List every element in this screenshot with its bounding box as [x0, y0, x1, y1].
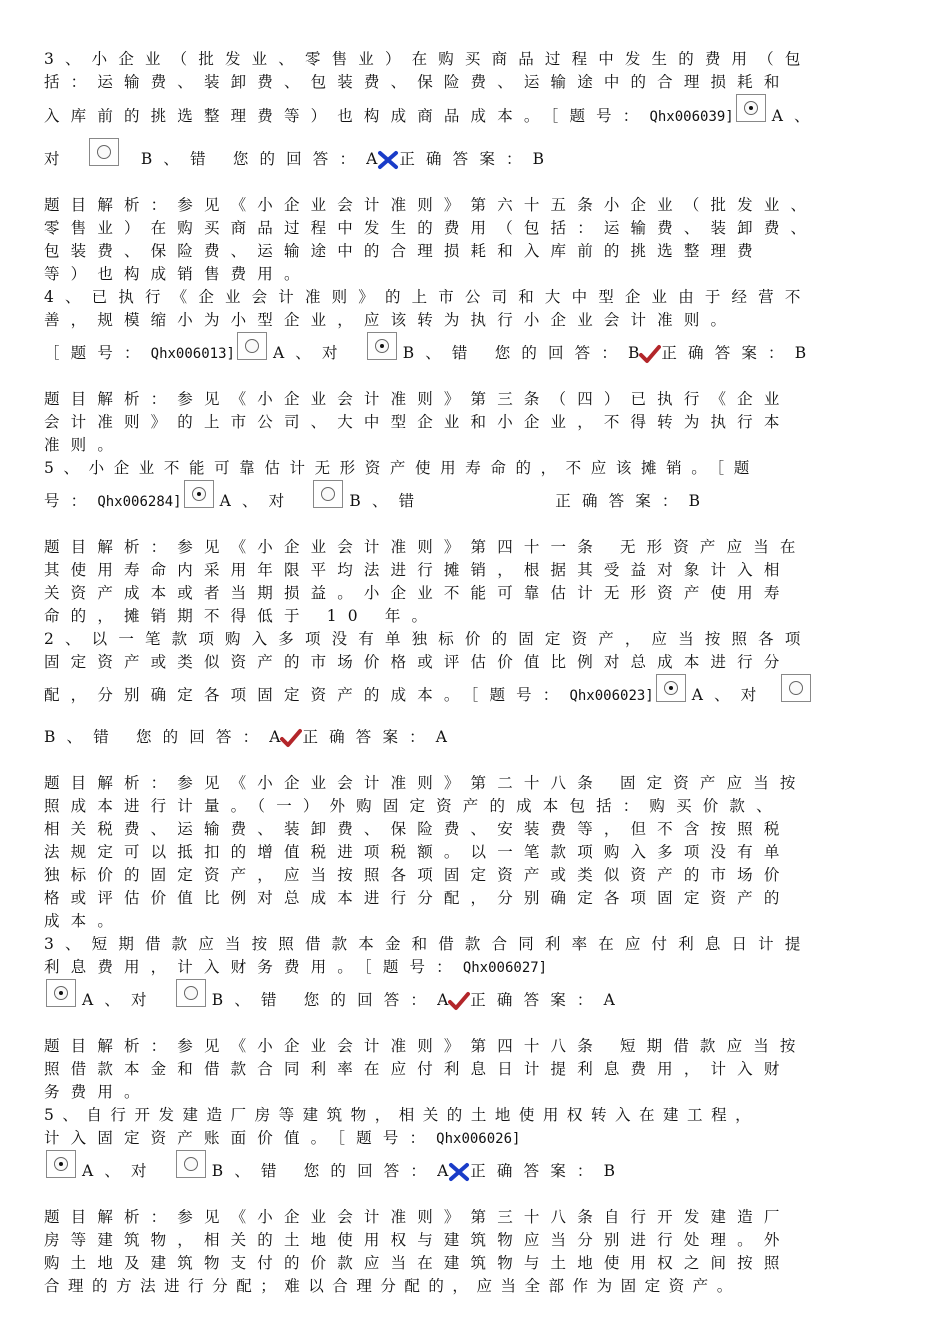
option-a-label: A、 — [771, 107, 821, 125]
your-answer-value: A — [269, 728, 281, 746]
question-text: 固定资产或类似资产的市场价格或评估价值比例对总成本进行分 — [44, 653, 791, 671]
wrong-mark-icon — [377, 150, 399, 170]
analysis-text: 独标价的固定资产，应当按照各项固定资产或类似资产的市场价 — [44, 866, 791, 884]
question-text: 3、小企业（批发业、零售业）在购买商品过程中发生的费用（包 — [44, 50, 812, 68]
option-a-label: A、对 — [272, 344, 349, 362]
question-text: 4、已执行《企业会计准则》的上市公司和大中型企业由于经营不 — [44, 288, 812, 306]
analysis-text: 务费用。 — [44, 1083, 151, 1101]
radio-option-b[interactable] — [367, 332, 397, 360]
correct-answer-label: 正确答案： — [470, 991, 604, 1009]
option-b-label: B、错 — [402, 344, 479, 362]
analysis-text: 题目解析：参见《小企业会计准则》第三条（四）已执行《企业 — [44, 390, 791, 408]
your-answer-label: 您的回答： — [303, 991, 438, 1009]
question-id: Qhx006013] — [150, 346, 235, 362]
correct-answer-label: 正确答案： — [555, 492, 689, 510]
analysis-text: 准则。 — [44, 436, 124, 454]
option-a-label: A、对 — [219, 492, 296, 510]
wrong-mark-icon — [448, 1162, 470, 1182]
analysis-text: 相关税费、运输费、装卸费、保险费、安装费等，但不含按照税 — [44, 820, 791, 838]
question-4 — [44, 628, 906, 933]
question-text: 配，分别确定各项固定资产的成本。［题号： — [44, 686, 570, 704]
option-b-label: B、错 — [211, 1162, 288, 1180]
analysis-text: 照借款本金和借款合同利率在应付利息日计提利息费用，计入财 — [44, 1060, 791, 1078]
correct-answer-value: A — [603, 991, 626, 1009]
question-id: Qhx006039] — [649, 109, 734, 125]
your-answer-label: 您的回答： — [494, 344, 628, 362]
correct-answer-value: B — [688, 492, 712, 510]
analysis-text: 题目解析：参见《小企业会计准则》第三十八条自行开发建造厂 — [44, 1208, 791, 1226]
analysis-text: 题目解析：参见《小企业会计准则》第四十一条 无形资产应当在 — [44, 538, 807, 556]
correct-answer-label: 正确答案： — [470, 1162, 604, 1180]
radio-option-b[interactable] — [781, 674, 811, 702]
analysis-text: 包装费、保险费、运输途中的合理损耗和入库前的挑选整理费 — [44, 242, 764, 260]
question-text: 2、以一笔款项购入多项没有单独标价的固定资产，应当按照各项 — [44, 630, 812, 648]
question-text: 利息费用，计入财务费用。［题号： — [44, 958, 463, 976]
analysis-text: 关资产成本或者当期损益。小企业不能可靠估计无形资产使用寿 — [44, 584, 791, 602]
correct-answer-value: B — [603, 1162, 627, 1180]
check-mark-icon — [639, 344, 661, 364]
radio-option-a[interactable] — [237, 332, 267, 360]
your-answer-label: 您的回答： — [303, 1162, 438, 1180]
question-text: 5、小企业不能可靠估计无形资产使用寿命的，不应该摊销。［题 — [44, 459, 759, 477]
your-answer-label: 您的回答： — [135, 728, 270, 746]
option-a-text: 对 — [44, 150, 71, 168]
correct-answer-value: B — [532, 150, 556, 168]
analysis-text: 题目解析：参见《小企业会计准则》第四十八条 短期借款应当按 — [44, 1037, 807, 1055]
question-page — [44, 48, 906, 1298]
question-1 — [44, 48, 906, 286]
correct-answer-label: 正确答案： — [399, 150, 533, 168]
correct-answer-label: 正确答案： — [302, 728, 436, 746]
your-answer-value: A — [437, 991, 449, 1009]
analysis-text: 照成本进行计量。（一）外购固定资产的成本包括：购买价款、 — [44, 797, 783, 815]
radio-option-a[interactable] — [46, 1150, 76, 1178]
analysis-text: 题目解析：参见《小企业会计准则》第六十五条小企业（批发业、 — [44, 196, 818, 214]
analysis-text: 格或评估价值比例对总成本进行分配，分别确定各项固定资产的 — [44, 889, 791, 907]
question-6 — [44, 1104, 906, 1298]
question-text: 3、短期借款应当按照借款本金和借款合同利率在应付利息日计提 — [44, 935, 812, 953]
radio-option-b[interactable] — [89, 138, 119, 166]
question-2 — [44, 286, 906, 457]
question-id: Qhx006027] — [462, 960, 548, 976]
check-mark-icon — [280, 728, 302, 748]
radio-option-a[interactable] — [736, 94, 766, 122]
analysis-text: 其使用寿命内采用年限平均法进行摊销，根据其受益对象计入相 — [44, 561, 791, 579]
question-id: Qhx006023] — [569, 688, 654, 704]
question-text: 号： — [44, 492, 98, 510]
correct-answer-value: A — [435, 728, 459, 746]
question-text: 善，规模缩小为小型企业，应该转为执行小企业会计准则。 — [44, 311, 738, 329]
radio-option-b[interactable] — [176, 1150, 206, 1178]
analysis-text: 等）也构成销售费用。 — [44, 265, 311, 283]
your-answer-value: A — [366, 150, 378, 168]
analysis-text: 购土地及建筑物支付的价款应当在建筑物与土地使用权之间按照 — [44, 1254, 791, 1272]
question-text: 计入固定资产账面价值。［题号： — [44, 1129, 437, 1147]
radio-option-a[interactable] — [184, 480, 214, 508]
question-text: 5、自行开发建造厂房等建筑物，相关的土地使用权转入在建工程， — [44, 1106, 760, 1124]
radio-option-b[interactable] — [176, 979, 206, 1007]
analysis-text: 题目解析：参见《小企业会计准则》第二十八条 固定资产应当按 — [44, 774, 807, 792]
question-text: 入库前的挑选整理费等）也构成商品成本。［题号： — [44, 107, 650, 125]
your-answer-value: B — [628, 344, 640, 362]
radio-option-a[interactable] — [656, 674, 686, 702]
question-id: Qhx006284] — [97, 494, 182, 510]
option-b-label: B、错 — [44, 728, 120, 746]
check-mark-icon — [448, 991, 470, 1011]
option-a-label: A、对 — [82, 1162, 158, 1180]
analysis-text: 房等建筑物，相关的土地使用权与建筑物应当分别进行处理。外 — [44, 1231, 791, 1249]
analysis-text: 命的，摊销期不得低于 10 年。 — [44, 607, 439, 625]
correct-answer-value: B — [794, 344, 818, 362]
question-5 — [44, 933, 906, 1104]
question-text: 括：运输费、装卸费、包装费、保险费、运输途中的合理损耗和 — [44, 73, 791, 91]
your-answer-value: A — [437, 1162, 449, 1180]
analysis-text: 零售业）在购买商品过程中发生的费用（包括：运输费、装卸费、 — [44, 219, 818, 237]
option-b-label: B、错 — [211, 991, 288, 1009]
correct-answer-label: 正确答案： — [661, 344, 795, 362]
question-text: ［题号： — [44, 344, 151, 362]
option-a-label: A、对 — [691, 686, 768, 704]
your-answer-label: 您的回答： — [232, 150, 367, 168]
radio-option-a[interactable] — [46, 979, 76, 1007]
question-id: Qhx006026] — [436, 1131, 521, 1147]
radio-option-b[interactable] — [313, 480, 343, 508]
analysis-text: 成本。 — [44, 912, 124, 930]
option-b-label: B、错 — [140, 150, 217, 168]
option-a-label: A、对 — [82, 991, 158, 1009]
analysis-text: 合理的方法进行分配；难以合理分配的，应当全部作为固定资产。 — [44, 1277, 741, 1295]
option-b-label: B、错 — [349, 492, 426, 510]
question-3 — [44, 457, 906, 628]
analysis-text: 法规定可以抵扣的增值税进项税额。以一笔款项购入多项没有单 — [44, 843, 791, 861]
analysis-text: 会计准则》的上市公司、大中型企业和小企业，不得转为执行本 — [44, 413, 791, 431]
